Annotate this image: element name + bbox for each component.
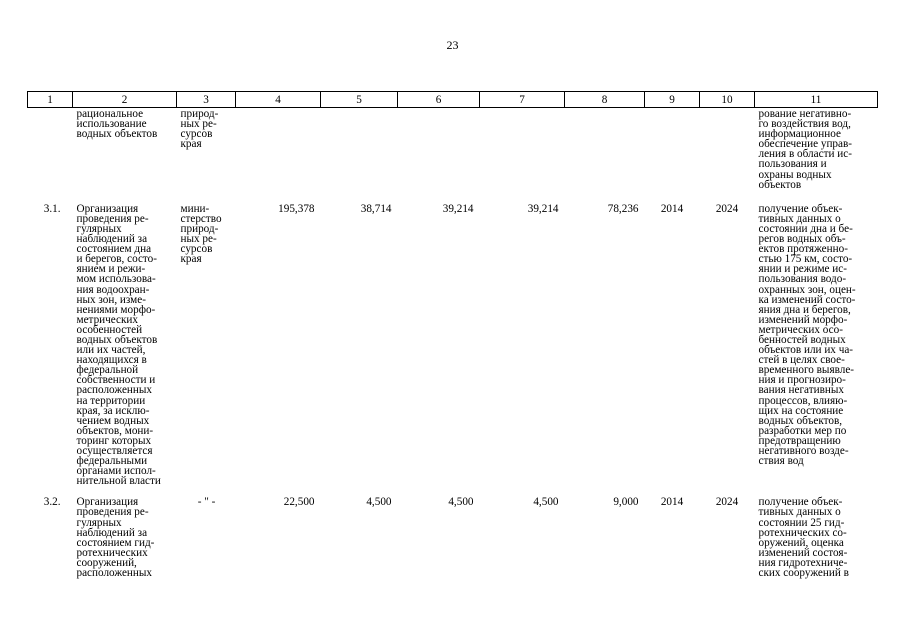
activity-name-line: рациональное xyxy=(76,108,144,120)
start-year: 2014 xyxy=(660,202,684,215)
funding-later: 78,236 xyxy=(607,202,639,215)
executor xyxy=(177,204,236,498)
header-row xyxy=(28,92,878,108)
activity-name-line: федеральной xyxy=(76,364,139,377)
expected-result-line: ния гидротехниче- xyxy=(758,556,848,569)
expected-result-line: получение объек- xyxy=(758,496,843,509)
expected-result-line: ектов протяженно- xyxy=(758,243,848,256)
activity-name-line: органами испол- xyxy=(76,465,156,478)
activity-name-line: нениями морфо- xyxy=(76,303,156,316)
table-row xyxy=(28,497,878,589)
funding-year-1 xyxy=(321,108,398,204)
funding-year-3 xyxy=(480,108,565,204)
funding-total: 22,500 xyxy=(283,496,315,509)
executor-line: края xyxy=(180,253,202,266)
item-number: 3.2. xyxy=(43,496,61,509)
expected-result-line: го воздействия вод, xyxy=(758,118,851,131)
funding-year-2: 4,500 xyxy=(448,496,474,509)
activity-name-line: или их частей, xyxy=(76,344,146,357)
executor-line: природ- xyxy=(180,222,219,235)
expected-result-line: рование негативно- xyxy=(758,108,852,120)
activity-name-line: водных объектов xyxy=(76,128,158,141)
expected-result-line: щих на состояние xyxy=(758,404,844,417)
activity-name-line: проведения ре- xyxy=(76,506,149,519)
expected-result-line: тивных данных о xyxy=(758,212,841,225)
activity-name-line: сооружений, xyxy=(76,556,137,569)
activity-name-line: чением водных xyxy=(76,414,150,427)
activity-name-line: нительной власти xyxy=(76,475,161,488)
executor-line: природ- xyxy=(180,108,219,120)
activity-name-line: состоянием дна xyxy=(76,243,152,256)
expected-result-line: изменений морфо- xyxy=(758,313,848,326)
expected-result-line: бенностей водных xyxy=(758,333,846,346)
header-col-5: 5 xyxy=(321,92,398,108)
activity-name-line: ных зон, изме- xyxy=(76,293,146,306)
expected-result-line: информационное xyxy=(758,128,841,141)
funding-year-3: 4,500 xyxy=(533,496,559,509)
funding-total xyxy=(236,108,321,204)
expected-result-line: объектов xyxy=(758,178,802,191)
expected-result-line: пользования и xyxy=(758,158,827,171)
header-col-4: 4 xyxy=(236,92,321,108)
header-col-3: 3 xyxy=(177,92,236,108)
activity-name-line: объектов, мони- xyxy=(76,424,154,437)
header-col-9: 9 xyxy=(645,92,700,108)
executor-line: сурсов xyxy=(180,128,213,141)
activity-name-line: гулярных xyxy=(76,516,122,529)
activity-name xyxy=(73,497,177,589)
funding-year-3: 39,214 xyxy=(527,202,559,215)
expected-result-line: охраны водных xyxy=(758,168,832,181)
activity-name-line: ния водоохран- xyxy=(76,283,150,296)
activity-name-line: янием и режи- xyxy=(76,263,146,276)
expected-result-line: янии и режиме ис- xyxy=(758,263,847,276)
executor-line: края xyxy=(180,138,202,151)
activity-name-line: наблюдений за xyxy=(76,233,148,246)
header-col-11: 11 xyxy=(755,92,878,108)
activity-name-line: наблюдений за xyxy=(76,526,148,539)
activity-name-line: находящихся в xyxy=(76,354,147,367)
expected-result-line: разработки мер по xyxy=(758,424,847,437)
funding-later: 9,000 xyxy=(613,496,639,509)
activity-name-line: метрических xyxy=(76,313,139,326)
funding-year-2 xyxy=(398,108,480,204)
expected-result-line: состоянии 25 гид- xyxy=(758,516,845,529)
expected-result-line: яния дна и берегов, xyxy=(758,303,851,316)
expected-result-line: негативного возде- xyxy=(758,445,849,457)
expected-result-line: получение объек- xyxy=(758,202,843,215)
activity-name-line: осуществляется xyxy=(76,445,153,457)
activity-name-line: расположенных xyxy=(76,567,152,580)
start-year: 2014 xyxy=(660,496,684,509)
expected-result-line: стью 175 км, состо- xyxy=(758,253,853,266)
expected-result-line: оружений, оценка xyxy=(758,536,844,549)
executor xyxy=(177,108,236,204)
activity-name-line: проведения ре- xyxy=(76,212,149,225)
activity-name-line: мом использова- xyxy=(76,273,156,286)
table-body xyxy=(28,108,878,590)
expected-result-line: ния и прогнозиро- xyxy=(758,374,846,387)
expected-result-line: тивных данных о xyxy=(758,506,841,519)
activity-name-line: особенностей xyxy=(76,323,143,336)
executor-line: мини- xyxy=(180,202,210,215)
expected-result xyxy=(755,108,878,204)
expected-result-line: объектов или их ча- xyxy=(758,344,854,357)
item-number xyxy=(28,108,73,204)
expected-result-line: ских сооружений в xyxy=(758,567,849,580)
activity-name-line: края, за исклю- xyxy=(76,404,150,417)
expected-result-line: пользования водо- xyxy=(758,273,847,286)
funding-later xyxy=(565,108,645,204)
expected-result-line: обеспечение управ- xyxy=(758,138,852,151)
activity-name-line: собственности и xyxy=(76,374,156,387)
header-col-6: 6 xyxy=(398,92,480,108)
activity-name-line: и берегов, состо- xyxy=(76,253,157,266)
activity-name xyxy=(73,204,177,498)
item-number: 3.1. xyxy=(43,202,61,215)
executor-line: стерство xyxy=(180,212,222,225)
expected-result-line: ствия вод xyxy=(758,455,804,468)
expected-result xyxy=(755,204,878,498)
funding-year-1: 38,714 xyxy=(360,202,392,215)
expected-result-line: вания негативных xyxy=(758,384,844,397)
end-year: 2024 xyxy=(715,202,739,215)
executor-line: - " - xyxy=(197,496,216,509)
activity-name-line: водных объектов xyxy=(76,333,158,346)
expected-result-line: охранных зон, оцен- xyxy=(758,283,856,296)
expected-result-line: состоянии дна и бе- xyxy=(758,222,853,235)
expected-result-line: водных объектов, xyxy=(758,414,843,427)
table-header xyxy=(28,92,878,108)
header-col-10: 10 xyxy=(700,92,755,108)
header-col-1: 1 xyxy=(28,92,73,108)
activity-name-line: гулярных xyxy=(76,222,122,235)
funding-year-2: 39,214 xyxy=(442,202,474,215)
activity-name-line: Организация xyxy=(76,202,139,215)
executor xyxy=(177,497,236,589)
activity-name-line: использование xyxy=(76,118,147,131)
program-table xyxy=(27,91,878,589)
funding-total: 195,378 xyxy=(278,202,315,215)
activity-name-line: на территории xyxy=(76,394,146,407)
executor-line: ных ре- xyxy=(180,118,217,131)
expected-result-line: стей в целях свое- xyxy=(758,354,845,367)
expected-result-line: метрических осо- xyxy=(758,323,843,336)
end-year xyxy=(700,108,755,204)
page-number: 23 xyxy=(446,38,459,52)
header-col-8: 8 xyxy=(565,92,645,108)
start-year xyxy=(645,108,700,204)
activity-name-line: торинг которых xyxy=(76,434,152,447)
expected-result xyxy=(755,497,878,589)
expected-result-line: временного выявле- xyxy=(758,364,855,377)
header-col-2: 2 xyxy=(73,92,177,108)
end-year: 2024 xyxy=(715,496,739,509)
activity-name-line: расположенных xyxy=(76,384,152,397)
activity-name-line: федеральными xyxy=(76,455,148,468)
header-col-7: 7 xyxy=(480,92,565,108)
expected-result-line: предотвращению xyxy=(758,434,841,447)
funding-year-1: 4,500 xyxy=(366,496,392,509)
expected-result-line: процессов, влияю- xyxy=(758,394,848,407)
expected-result-line: изменений состоя- xyxy=(758,546,848,559)
activity-name-line: Организация xyxy=(76,496,139,509)
table-row xyxy=(28,204,878,498)
expected-result-line: ротехнических со- xyxy=(758,526,847,539)
activity-name xyxy=(73,108,177,204)
table-row xyxy=(28,108,878,204)
activity-name-line: ротехнических xyxy=(76,546,148,559)
activity-name-line: состоянием гид- xyxy=(76,536,155,549)
expected-result-line: ления в области ис- xyxy=(758,148,852,161)
executor-line: сурсов xyxy=(180,243,213,256)
expected-result-line: регов водных объ- xyxy=(758,233,846,246)
executor-line: ных ре- xyxy=(180,233,217,246)
expected-result-line: ка изменений состо- xyxy=(758,293,856,306)
